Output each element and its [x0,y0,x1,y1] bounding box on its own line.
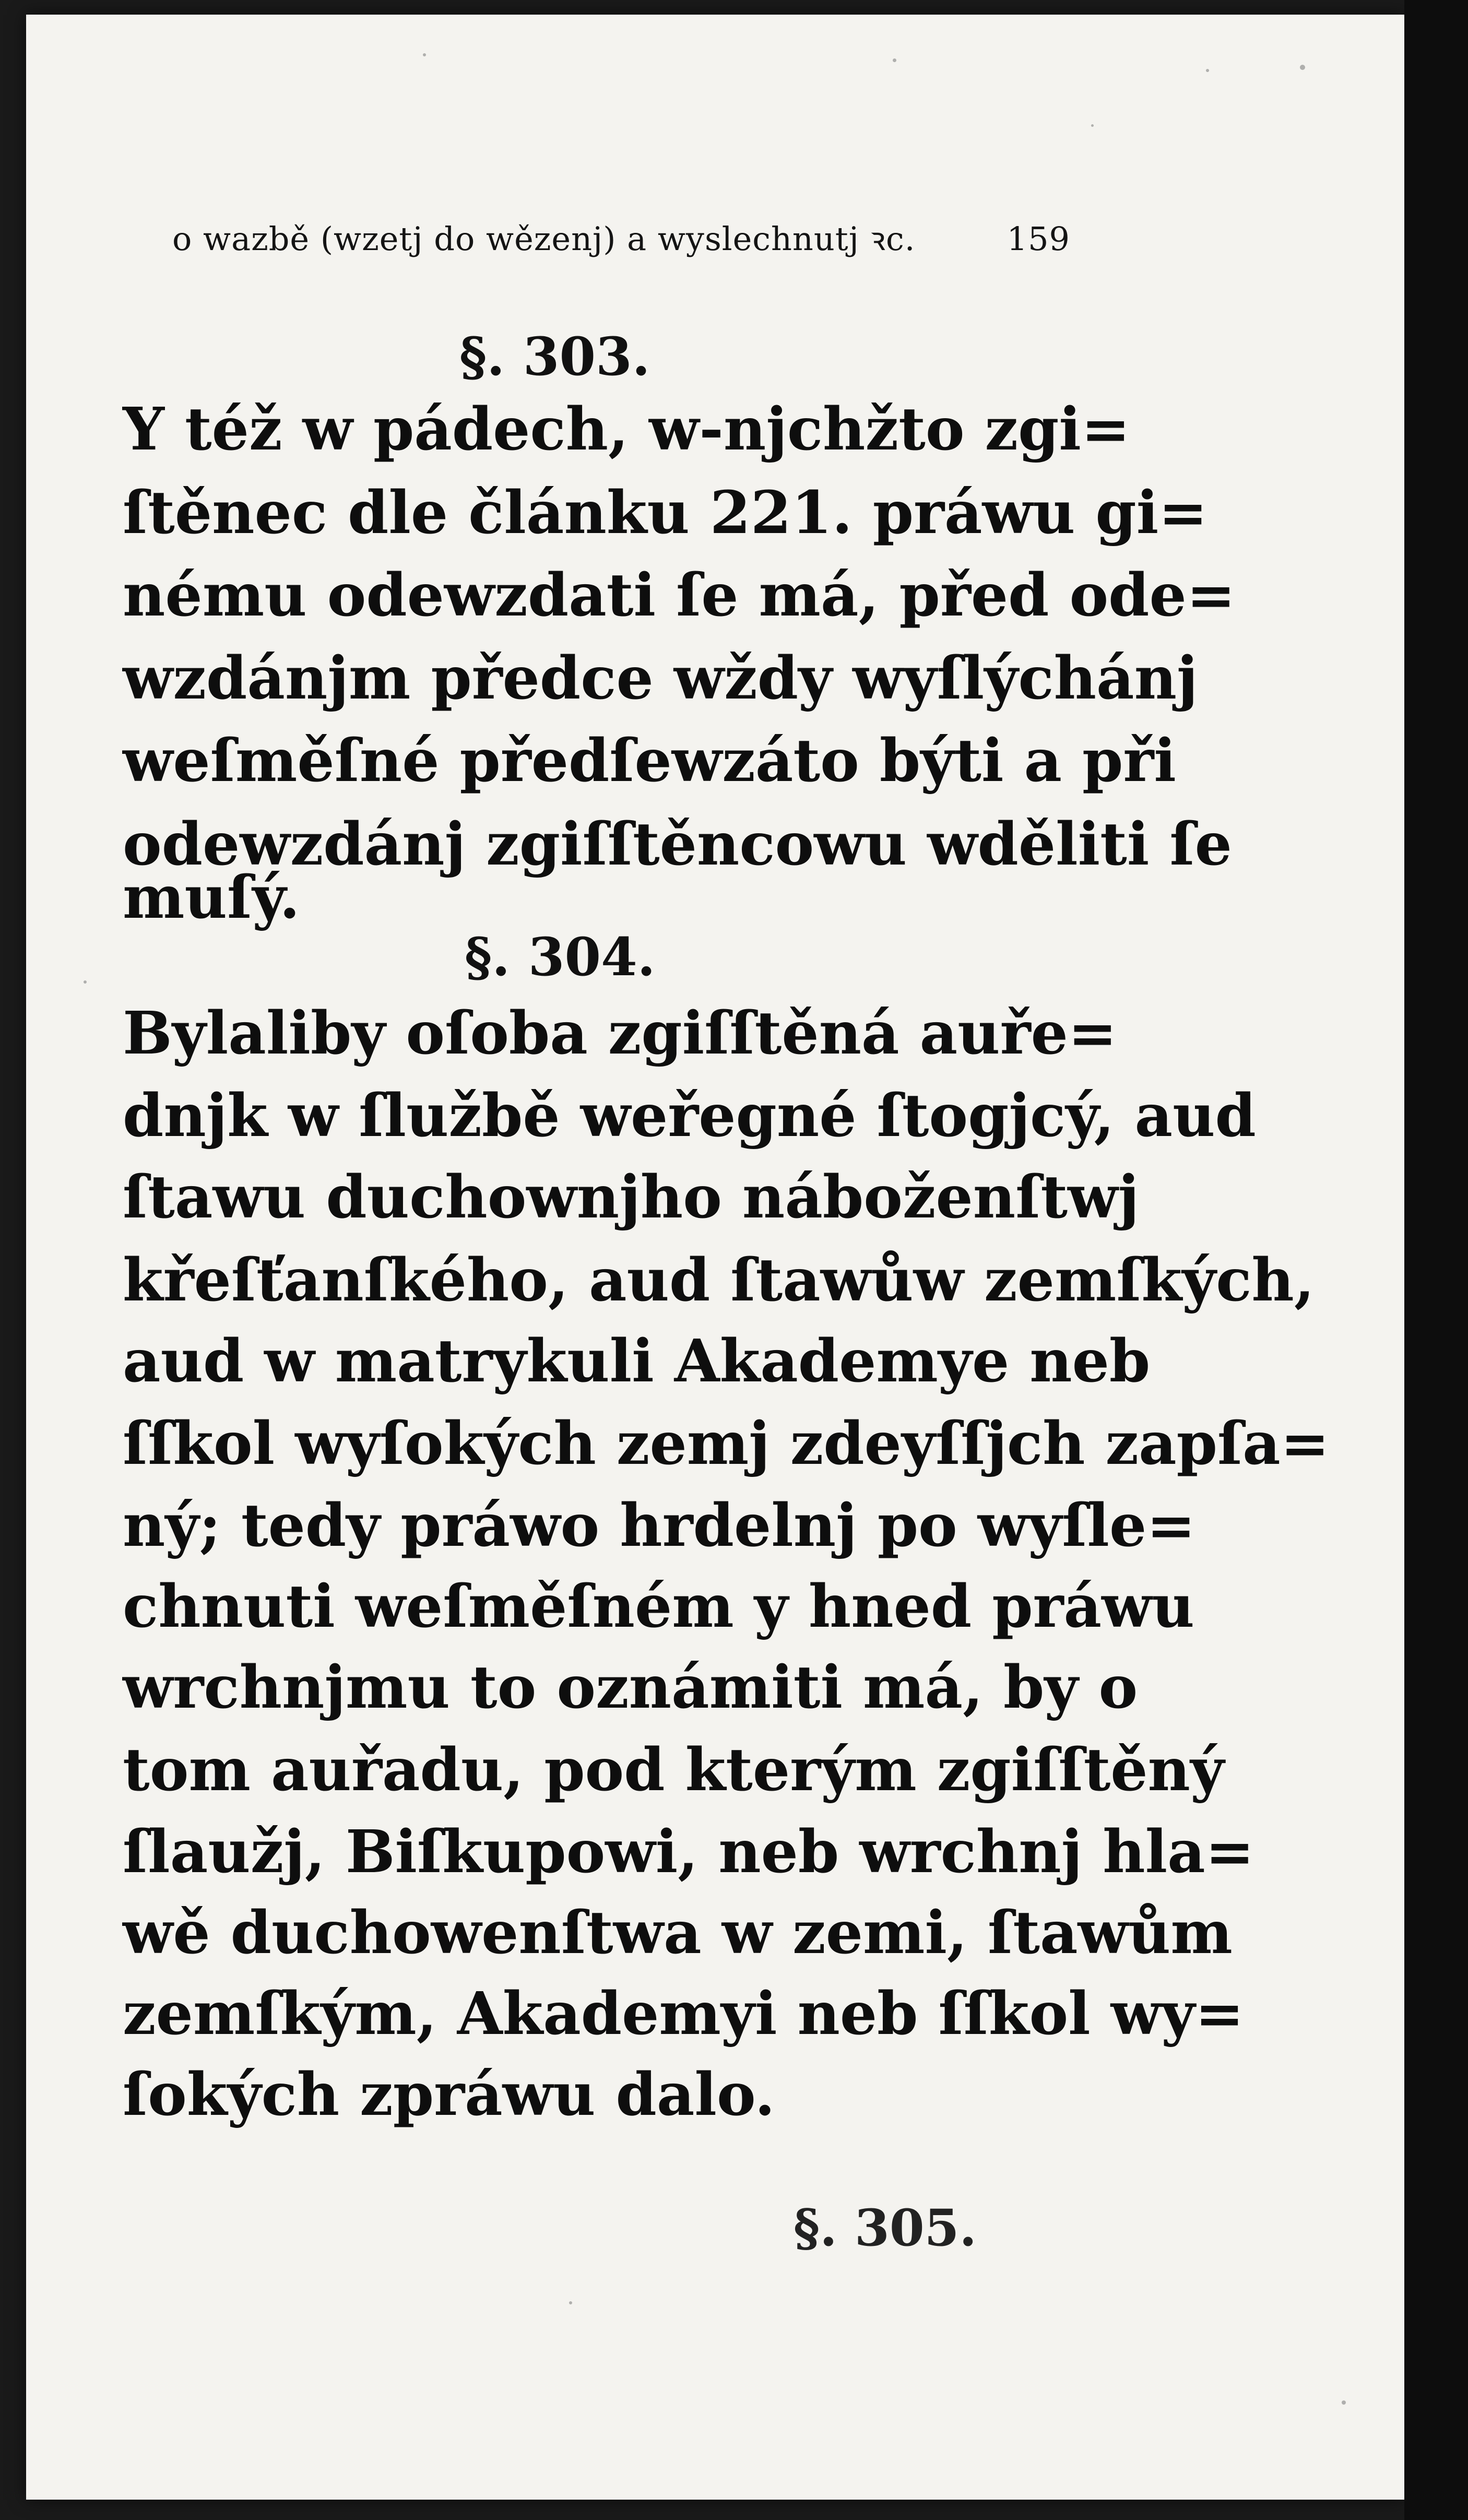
text-line: chnuti weſměſném y hned práwu [123,1572,1194,1641]
text-line: wzdánjm předce wždy wyſlýchánj [123,644,1198,713]
text-line: ſokých zpráwu dalo. [123,2061,775,2129]
text-line: odewzdánj zgiſſtěncowu wděliti ſe [123,810,1232,879]
running-head [172,221,1070,257]
page-number: 159 [1007,220,1070,258]
text-line: aud w matrykuli Akademye neb [123,1327,1151,1395]
paper-speck [569,2301,572,2304]
book-page [26,15,1404,2500]
text-line: Bylaliby oſoba zgiſſtěná auře= [123,999,1117,1068]
text-line: dnjk w ſlužbě weřegné ſtogjcý, aud [123,1082,1256,1150]
paper-speck [1091,124,1094,127]
running-title: o wazbě (wzetj do wězenj) a wyslechnutj ꝛc. [172,220,916,258]
paper-speck [1300,65,1305,70]
paper-speck [1206,69,1209,72]
text-line: wrchnjmu to oznámiti má, by o [123,1653,1138,1722]
text-line: ſlaužj, Biſkupowi, neb wrchnj hla= [123,1818,1254,1886]
text-line: muſý. [123,863,300,932]
paper-speck [423,53,426,56]
text-line: křeſťanſkého, aud ſtawůw zemſkých, [123,1246,1315,1315]
text-line: wě duchowenſtwa w zemi, ſtawům [123,1899,1233,1967]
text-line: Y též w pádech, w-njchžto zgi= [123,395,1130,464]
text-line: ſſkol wyſokých zemj zdeyſſjch zapſa= [123,1410,1330,1478]
text-line: ſtawu duchownjho náboženſtwj [123,1163,1140,1232]
section-heading-303: §. 303. [459,326,650,387]
section-heading-304: §. 304. [465,926,656,988]
paper-speck [893,58,896,62]
paper-speck [84,980,87,984]
text-line: ný; tedy práwo hrdelnj po wyſle= [123,1492,1196,1560]
text-line: zemſkým, Akademyi neb ſſkol wy= [123,1980,1245,2048]
text-line: nému odewzdati ſe má, před ode= [123,561,1236,630]
text-line: ſtěnec dle článku 221. práwu gi= [123,479,1208,547]
catchword: §. 305. [794,2198,977,2257]
text-line: tom auřadu, pod kterým zgiſſtěný [123,1736,1225,1804]
text-line: weſměſné předſewzáto býti a při [123,727,1176,795]
paper-speck [1342,2400,1346,2405]
scan-border [1404,0,1468,2520]
